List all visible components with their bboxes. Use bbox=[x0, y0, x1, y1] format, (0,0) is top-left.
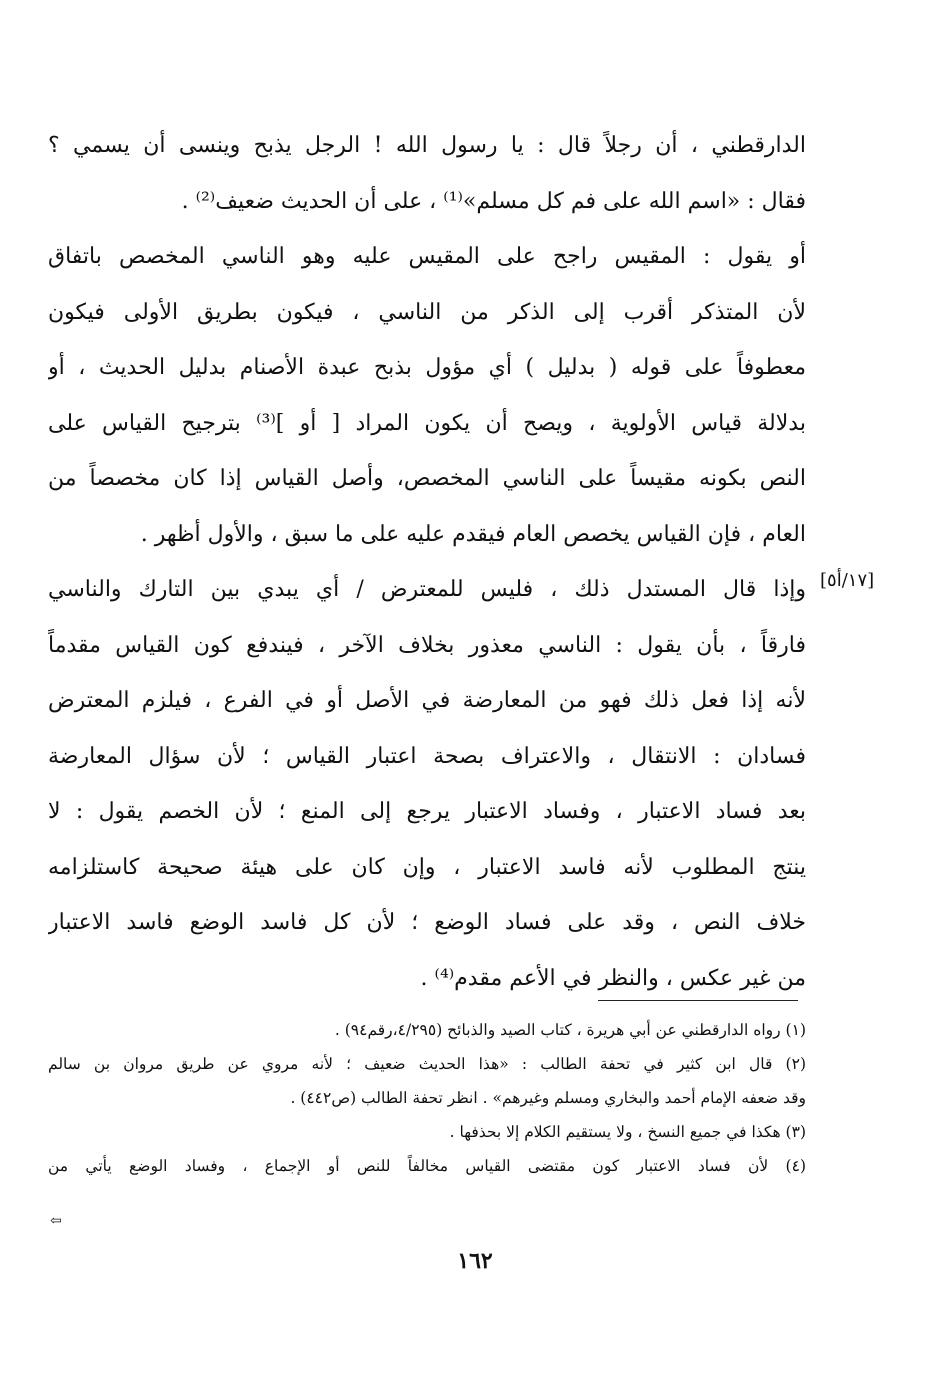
footnote-separator bbox=[598, 1000, 798, 1001]
body-line: وإذا قال المستدل ذلك ، فليس للمعترض / أي يبدي بين التارك والناسي bbox=[48, 577, 806, 602]
page-number: ١٦٢ bbox=[457, 1248, 493, 1274]
body-line: خلاف النص ، وقد على فساد الوضع ؛ لأن كل فاسد الوضع فاسد الاعتبار bbox=[48, 910, 806, 935]
body-line: لأن المتذكر أقرب إلى الذكر من الناسي ، فيكون بطريق الأولى فيكون bbox=[48, 299, 806, 325]
body-line: بدلالة قياس الأولوية ، ويصح أن يكون المراد [ أو ]⁽³⁾ بترجيح القياس على bbox=[48, 410, 806, 436]
body-line: فقال : «اسم الله على فم كل مسلم»⁽¹⁾ ، على أن الحديث ضعيف⁽²⁾ . bbox=[181, 188, 806, 214]
body-line: فارقاً ، بأن يقول : الناسي معذور بخلاف الآخر ، فيندفع كون القياس مقدماً bbox=[48, 632, 806, 658]
footnotes bbox=[48, 1013, 806, 1183]
footnote-line: وقد ضعفه الإمام أحمد والبخاري ومسلم وغيرهم» . انظر تحفة الطالب (ص٤٤٢) . bbox=[290, 1089, 806, 1107]
body-line: بعد فساد الاعتبار ، وفساد الاعتبار يرجع إلى المنع ؛ لأن الخصم يقول : لا bbox=[48, 799, 806, 824]
body-line: العام ، فإن القياس يخصص العام فيقدم عليه على ما سبق ، والأول أظهر . bbox=[140, 521, 806, 547]
body-line: الدارقطني ، أن رجلاً قال : يا رسول الله ! الرجل يذبح وينسى أن يسمي ؟ bbox=[48, 133, 806, 158]
footnote-line: (١) رواه الدارقطني عن أبي هريرة ، كتاب الصيد والذبائح (٤/٢٩٥،رقم٩٤) . bbox=[334, 1021, 806, 1039]
footnote-line: (٣) هكذا في جميع النسخ ، ولا يستقيم الكلام إلا بحذفها . bbox=[449, 1123, 806, 1141]
body-line: النص بكونه مقيساً على الناسي المخصص، وأصل القياس إذا كان مخصصاً من bbox=[48, 466, 806, 491]
body-line: معطوفاً على قوله ( بدليل ) أي مؤول بذبح عبدة الأصنام بدليل الحديث ، أو bbox=[48, 355, 806, 380]
body-line: من غير عكس ، والنظر في الأعم مقدم⁽⁴⁾ . bbox=[420, 965, 806, 991]
body-line: أو يقول : المقيس راجح على المقيس عليه وهو الناسي المخصص باتفاق bbox=[48, 244, 806, 269]
continuation-arrow-icon: ⇦ bbox=[50, 1213, 62, 1229]
footnote-line: (٢) قال ابن كثير في تحفة الطالب : «هذا الحديث ضعيف ؛ لأنه مروي عن طريق مروان بن سالم bbox=[48, 1055, 806, 1073]
body-line: فسادان : الانتقال ، والاعتراف بصحة اعتبار القياس ؛ لأن سؤال المعارضة bbox=[48, 743, 806, 769]
manuscript-folio-marker: [١٧/أ٥] bbox=[820, 570, 875, 591]
body-text bbox=[48, 118, 806, 1006]
body-line: ينتج المطلوب لأنه فاسد الاعتبار ، وإن كان على هيئة صحيحة كاستلزامه bbox=[48, 854, 806, 880]
footnote-line: (٤) لأن فساد الاعتبار كون مقتضى القياس مخالفاً للنص أو الإجماع ، وفساد الوضع يأتي من bbox=[48, 1157, 806, 1175]
body-line: لأنه إذا فعل ذلك فهو من المعارضة في الأصل أو في الفرع ، فيلزم المعترض bbox=[48, 688, 806, 713]
